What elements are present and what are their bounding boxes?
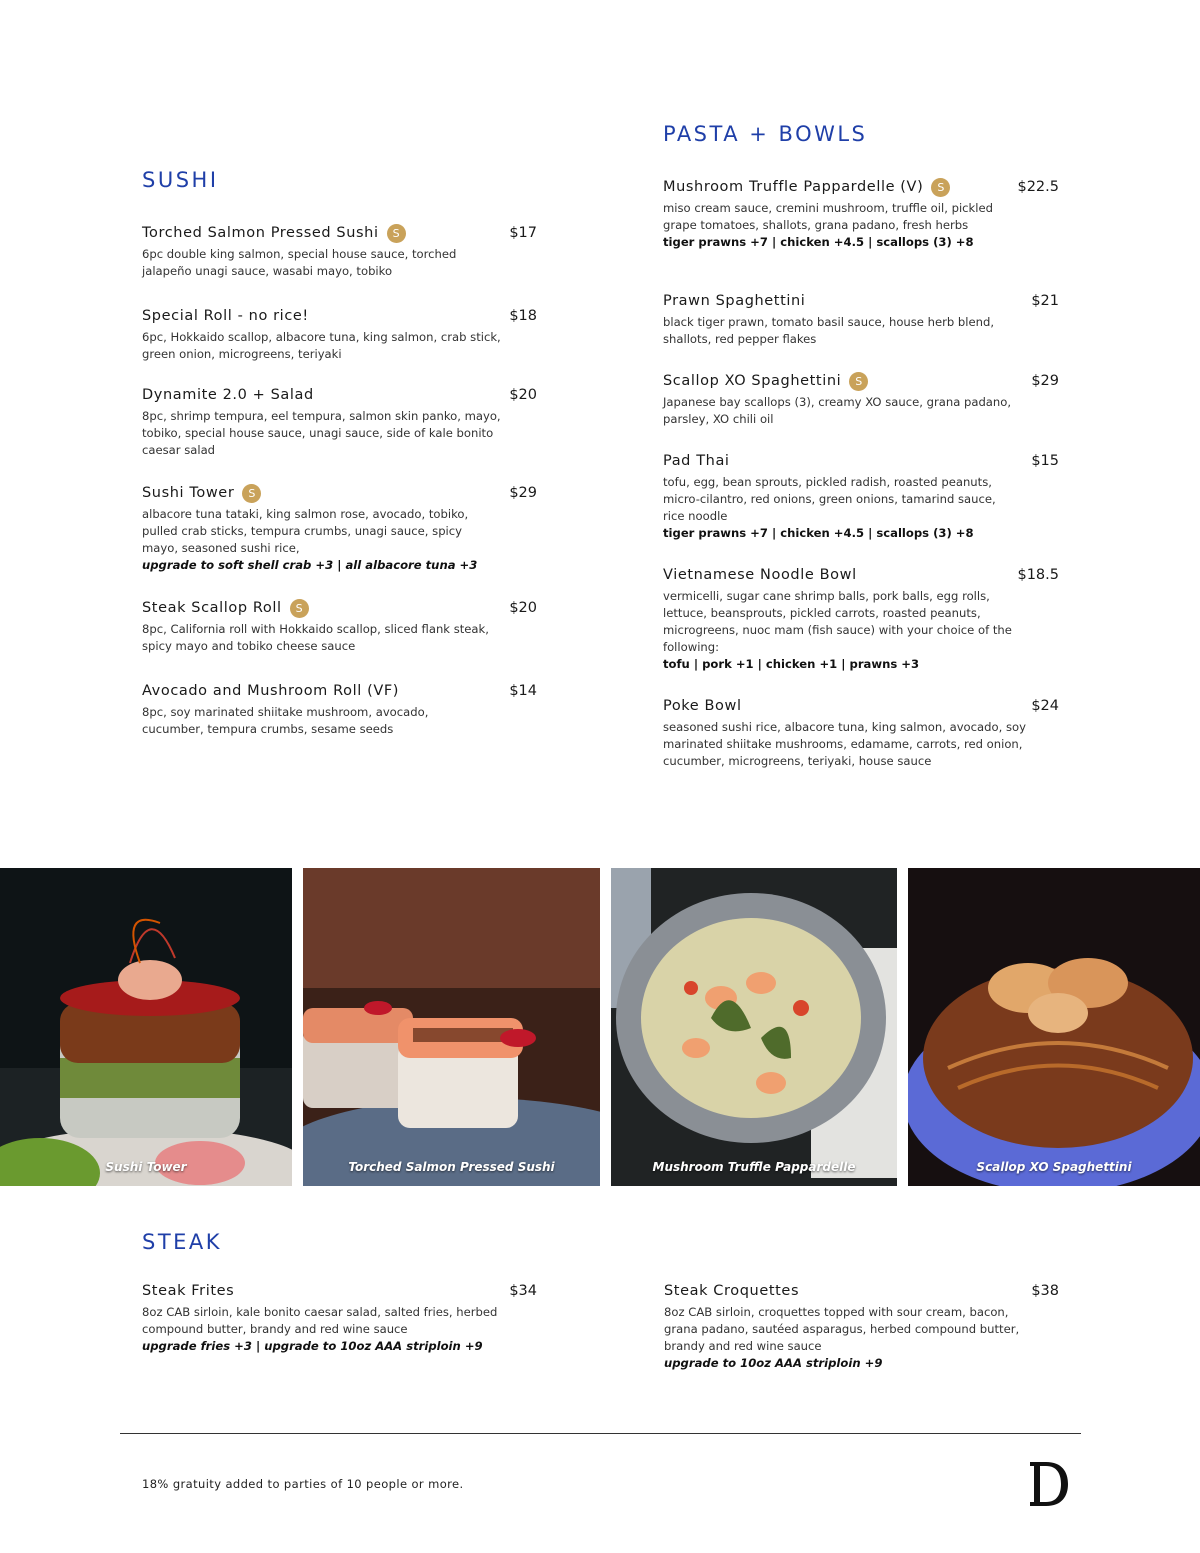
menu-item-avocado-mushroom-roll (142, 680, 537, 738)
item-price: $29 (509, 485, 537, 501)
photo-caption: Scallop XO Spaghettini (976, 1160, 1132, 1174)
item-description: 8oz CAB sirloin, kale bonito caesar salad, salted fries, herbed compound butter, brandy and red wine sauce (142, 1305, 498, 1336)
menu-item-mushroom-pappardelle (663, 176, 1059, 251)
photo-caption: Sushi Tower (105, 1160, 187, 1174)
sushi-section-title: SUSHI (142, 168, 219, 192)
item-description: Japanese bay scallops (3), creamy XO sauce, grana padano, parsley, XO chili oil (663, 395, 1012, 426)
item-name: Steak Croquettes (664, 1283, 800, 1299)
item-description: black tiger prawn, tomato basil sauce, house herb blend, shallots, red pepper flakes (663, 315, 995, 346)
item-description: 6pc, Hokkaido scallop, albacore tuna, king salmon, crab stick, green onion, microgreens, teriyaki (142, 330, 501, 361)
menu-item-poke-bowl (663, 695, 1059, 770)
menu-item-torched-salmon (142, 222, 537, 280)
photo-torched-salmon (303, 868, 600, 1186)
photo-caption: Torched Salmon Pressed Sushi (348, 1160, 555, 1174)
item-price: $20 (509, 600, 537, 616)
item-price: $29 (1031, 373, 1059, 389)
item-description: tofu, egg, bean sprouts, pickled radish, roasted peanuts, micro-cilantro, red onions, green onions, tamarind sauce, rice noodle (663, 475, 996, 523)
signature-badge-icon: S (242, 484, 261, 503)
item-price: $21 (1031, 293, 1059, 309)
menu-item-steak-scallop-roll (142, 597, 537, 655)
item-price: $38 (1031, 1283, 1059, 1299)
item-description: 8pc, soy marinated shiitake mushroom, avocado, cucumber, tempura crumbs, sesame seeds (142, 705, 429, 736)
menu-item-steak-frites (142, 1280, 537, 1355)
photo-sushi-tower (0, 868, 292, 1186)
item-name: Mushroom Truffle Pappardelle (V) (663, 179, 924, 195)
menu-item-steak-croquettes (664, 1280, 1059, 1372)
item-name: Dynamite 2.0 + Salad (142, 387, 314, 403)
item-price: $18 (509, 308, 537, 324)
item-name: Scallop XO Spaghettini (663, 373, 842, 389)
d-monogram-logo-icon (1026, 1460, 1070, 1508)
item-price: $17 (509, 225, 537, 241)
item-description: miso cream sauce, cremini mushroom, truffle oil, pickled grape tomatoes, shallots, grana padano, fresh herbs (663, 201, 993, 232)
pasta-section-title: PASTA + BOWLS (663, 122, 868, 146)
item-upgrades: upgrade to soft shell crab +3 | all albacore tuna +3 (142, 558, 478, 572)
item-description: vermicelli, sugar cane shrimp balls, pork balls, egg rolls, lettuce, beansprouts, pickled carrots, roasted peanuts, microgreens, nuoc mam (fish sauce) with your choice of the following: (663, 589, 1012, 654)
menu-item-scallop-xo (663, 370, 1059, 428)
photo-caption: Mushroom Truffle Pappardelle (652, 1160, 856, 1174)
item-description: albacore tuna tataki, king salmon rose, avocado, tobiko, pulled crab sticks, tempura crumbs, unagi sauce, spicy mayo, seasoned sushi rice, (142, 507, 469, 555)
item-price: $14 (509, 683, 537, 699)
footer-divider (120, 1433, 1081, 1434)
signature-badge-icon: S (931, 178, 950, 197)
item-name: Prawn Spaghettini (663, 293, 806, 309)
item-name: Special Roll - no rice! (142, 308, 309, 324)
item-name: Steak Frites (142, 1283, 235, 1299)
menu-item-pad-thai (663, 450, 1059, 542)
item-price: $18.5 (1017, 567, 1059, 583)
item-description: 8oz CAB sirloin, croquettes topped with sour cream, bacon, grana padano, sautéed asparagus, herbed compound butter, brandy and red wine sauce (664, 1305, 1020, 1353)
photo-mushroom-pappardelle (611, 868, 897, 1186)
item-price: $24 (1031, 698, 1059, 714)
gratuity-note: 18% gratuity added to parties of 10 people or more. (142, 1477, 464, 1491)
menu-item-special-roll (142, 305, 537, 363)
item-price: $34 (509, 1283, 537, 1299)
item-name: Sushi Tower (142, 485, 235, 501)
item-description: seasoned sushi rice, albacore tuna, king salmon, avocado, soy marinated shiitake mushrooms, edamame, carrots, red onion, cucumber, microgreens, teriyaki, house sauce (663, 720, 1026, 768)
item-description: 8pc, California roll with Hokkaido scallop, sliced flank steak, spicy mayo and tobiko cheese sauce (142, 622, 489, 653)
item-description: 6pc double king salmon, special house sauce, torched jalapeño unagi sauce, wasabi mayo, tobiko (142, 247, 457, 278)
steak-section-title: STEAK (142, 1230, 223, 1254)
item-name: Poke Bowl (663, 698, 742, 714)
item-price: $20 (509, 387, 537, 403)
signature-badge-icon: S (387, 224, 406, 243)
menu-item-prawn-spaghettini (663, 290, 1059, 348)
item-upgrades: upgrade fries +3 | upgrade to 10oz AAA striploin +9 (142, 1339, 483, 1353)
item-description: 8pc, shrimp tempura, eel tempura, salmon skin panko, mayo, tobiko, special house sauce, unagi sauce, side of kale bonito caesar salad (142, 409, 501, 457)
item-addons: tiger prawns +7 | chicken +4.5 | scallops (3) +8 (663, 526, 974, 540)
menu-item-vietnamese-noodle-bowl (663, 564, 1059, 673)
item-name: Torched Salmon Pressed Sushi (142, 225, 379, 241)
menu-item-sushi-tower (142, 482, 537, 574)
signature-badge-icon: S (290, 599, 309, 618)
item-name: Vietnamese Noodle Bowl (663, 567, 857, 583)
item-name: Avocado and Mushroom Roll (VF) (142, 683, 400, 699)
item-upgrades: upgrade to 10oz AAA striploin +9 (664, 1356, 883, 1370)
signature-badge-icon: S (849, 372, 868, 391)
item-price: $22.5 (1017, 179, 1059, 195)
item-addons: tiger prawns +7 | chicken +4.5 | scallops (3) +8 (663, 235, 974, 249)
item-price: $15 (1031, 453, 1059, 469)
item-name: Steak Scallop Roll (142, 600, 282, 616)
item-name: Pad Thai (663, 453, 730, 469)
menu-item-dynamite (142, 384, 537, 459)
item-addons: tofu | pork +1 | chicken +1 | prawns +3 (663, 657, 920, 671)
photo-scallop-xo (908, 868, 1200, 1186)
